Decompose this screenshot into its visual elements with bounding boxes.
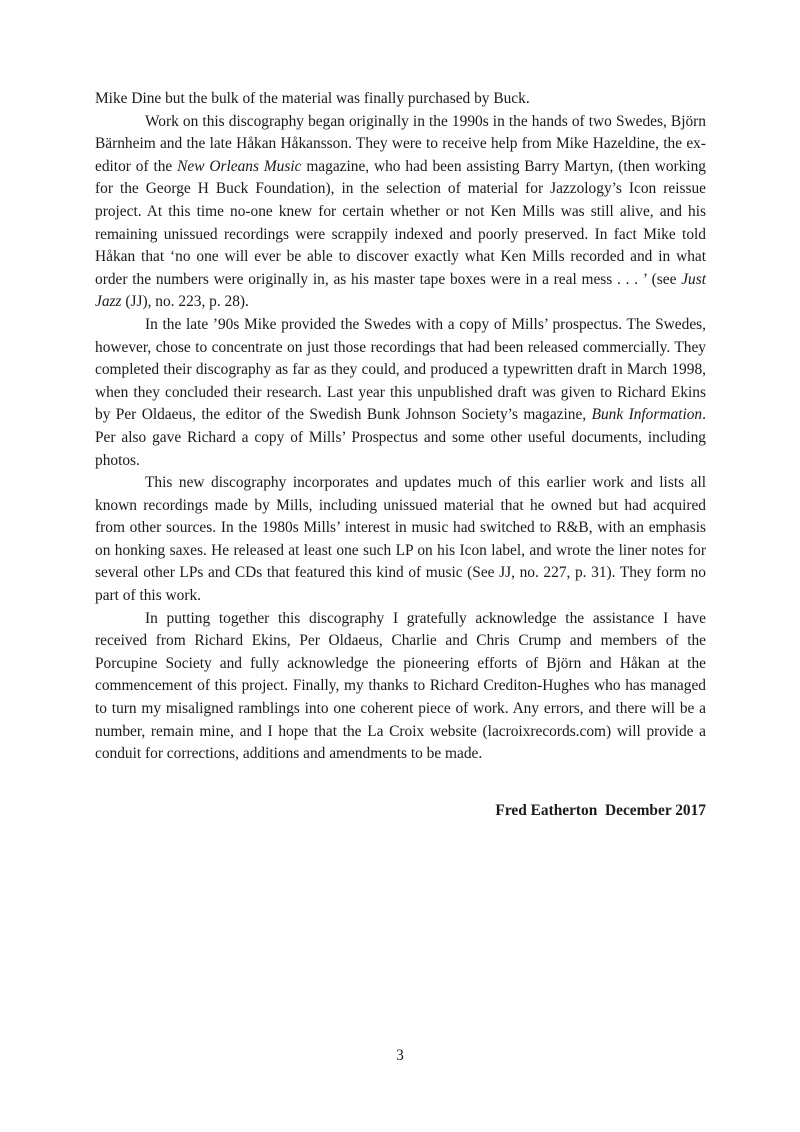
paragraph xyxy=(95,472,706,608)
text-run: Mike Dine but the bulk of the material was finally purchased by Buck. xyxy=(95,90,530,107)
paragraph xyxy=(95,314,706,472)
italic-title: Bunk Information xyxy=(591,406,703,424)
signature: Fred Eatherton December 2017 xyxy=(495,802,706,819)
text-run: This new discography incorporates and updates much of this earlier work and lists all known recordings made by Mills, including unissued material that he owned but had acquired from other sources. In the 1980s Mills’ interest in music had switched to R&B, with an emphasis on honking saxes. He released at least one such LP on his Icon label, and wrote the liner notes for several other LPs and CDs that featured this kind of music (See JJ, no. 227, p. 31). They form no part of this work. xyxy=(95,474,706,605)
text-run: magazine, who had been assisting Barry Martyn, (then working for the George H Buck Foundation), in the selection of material for Jazzology’s Icon reissue project. At this time no-one knew for certain whether or not Ken Mills was still alive, and his remaining unissued recordings were scrappily indexed and poorly preserved. In fact Mike told Håkan that ‘no one will ever be able to discover exactly what Ken Mills recorded and in what order the numbers were originally in, as his master tape boxes were in a real mess . . . ’ (see xyxy=(95,157,706,288)
text-run: Work on this discography began originally in the 1990s in the hands of two Swedes, Björn Bärnheim and the late Håkan Håkansson. They were to receive help from Mike Hazeldine, the ex-editor of the xyxy=(95,112,706,175)
paragraph xyxy=(95,111,706,314)
paragraph xyxy=(95,88,706,111)
text-run: . Per also gave Richard a copy of Mills’ Prospectus and some other useful documents, including photos. xyxy=(95,406,706,469)
text-run: In the late ’90s Mike provided the Swedes with a copy of Mills’ prospectus. The Swedes, however, chose to concentrate on just those recordings that had been released commercially. They completed their discography as far as they could, and produced a typewritten draft in March 1998, when they concluded their research. Last year this unpublished draft was given to Richard Ekins by Per Oldaeus, the editor of the Swedish Bunk Johnson Society’s magazine, xyxy=(95,315,706,424)
italic-title: Just Jazz xyxy=(95,270,706,311)
italic-title: New Orleans Music xyxy=(177,157,302,175)
text-run: In putting together this discography I gratefully acknowledge the assistance I have received from Richard Ekins, Per Oldaeus, Charlie and Chris Crump and members of the Porcupine Society and fully acknowledge the pioneering efforts of Björn and Håkan at the commencement of this project. Finally, my thanks to Richard Crediton-Hughes who has managed to turn my misaligned ramblings into one coherent piece of work. Any errors, and there will be a number, remain mine, and I hope that the La Croix website (lacroixrecords.com) will provide a conduit for corrections, additions and amendments to be made. xyxy=(95,609,706,763)
paragraph xyxy=(95,608,706,766)
text-run: (JJ), no. 223, p. 28). xyxy=(121,293,249,311)
body-text xyxy=(95,88,706,766)
page-number: 3 xyxy=(396,1047,404,1064)
